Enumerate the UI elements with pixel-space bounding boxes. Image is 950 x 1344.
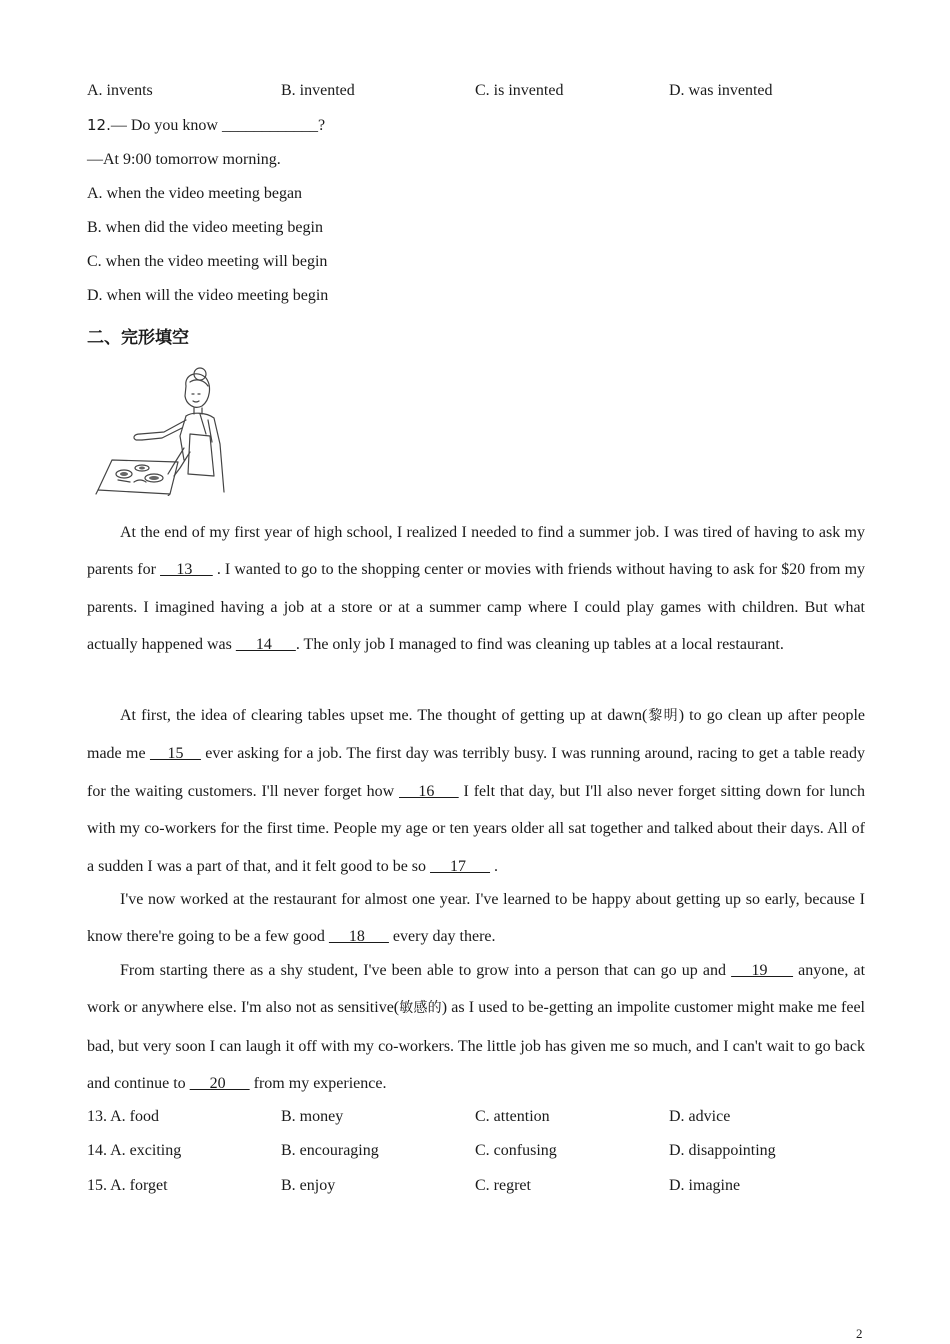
q15-option-d: D. imagine <box>669 1177 741 1194</box>
p2-gloss-dawn: 黎明 <box>647 708 679 724</box>
blank-16: 16 <box>399 782 459 800</box>
p2-text-3: ever asking for a job. The first day was terribly busy. I was running around, racing to get a table ready for the waiting customers. I'll never forget how <box>87 745 866 800</box>
q12-option-d: D. when will the video meeting begin <box>87 287 329 304</box>
p4-text-1: From starting there as a shy student, I've been able to grow into a person that can go up and <box>120 962 732 979</box>
q12-stem-before: — Do you know <box>110 117 222 134</box>
q11-options <box>87 81 867 101</box>
p3-text-1: I've now worked at the restaurant for almost one year. I've learned to be happy about getting up so early, because I know there're going to be a few good <box>87 891 865 946</box>
q11-option-c: C. is invented <box>475 82 564 99</box>
q14-options <box>87 1141 867 1161</box>
blank-13: 13 <box>160 561 213 579</box>
q15-options <box>87 1176 867 1196</box>
p1-text-1: At the end of my first year of high school, I realized I needed to find a summer job. I was tired of having to ask my parents for <box>87 524 865 579</box>
blank-19: 19 <box>731 962 794 979</box>
p4-text-2: anyone, at work or anywhere else. I'm also not as sensitive( <box>87 962 866 1017</box>
q12-stem-blank: ____________ <box>221 117 318 134</box>
q15-option-b: B. enjoy <box>281 1177 336 1194</box>
p3-text-2: every day there. <box>388 928 496 946</box>
p1-text-2: . I wanted to go to the shopping center or movies with friends without having to ask for $20 from my parents. I imagined having a job at a store or at a summer camp where I could play games with children. But what actually happened was <box>87 561 866 654</box>
q12-answer-line: —At 9:00 tomorrow morning. <box>87 151 281 168</box>
p4-text-3: ) as I used to be-getting an impolite customer might make me feel bad, but very soon I can laugh it off with my co-workers. The little job has given me so much, and I can't wait to go back and continue to <box>87 999 865 1093</box>
q14-option-c: C. confusing <box>475 1142 557 1159</box>
blank-18: 18 <box>328 928 389 946</box>
passage-paragraph-3 <box>87 881 865 956</box>
q12-stem-after: ? <box>317 117 326 134</box>
blank-15: 15 <box>149 745 201 763</box>
q14-option-b: B. encouraging <box>281 1142 379 1159</box>
q13-option-b: B. money <box>281 1108 344 1125</box>
p2-text-2: ) to go clean up after people made me <box>87 707 866 763</box>
blank-14: 14 <box>235 636 296 654</box>
blank-17: 17 <box>430 857 491 875</box>
p4-gloss-sensitive: 敏感的 <box>399 1000 442 1017</box>
q12-number: 12. <box>87 116 111 134</box>
q13-options <box>87 1107 867 1127</box>
q15-option-a: 15. A. forget <box>87 1177 168 1194</box>
q11-option-a: A. invents <box>87 82 153 99</box>
passage-paragraph-2 <box>87 697 865 885</box>
p2-text-5: . <box>490 857 499 875</box>
q13-option-c: C. attention <box>475 1108 550 1125</box>
p1-text-3: . The only job I managed to find was cleaning up tables at a local restaurant. <box>295 636 784 654</box>
q13-option-d: D. advice <box>669 1108 731 1125</box>
passage-paragraph-4 <box>87 952 865 1103</box>
section-title: 二、完形填空 <box>87 328 189 348</box>
q14-option-d: D. disappointing <box>669 1142 776 1159</box>
p2-text-4: I felt that day, but I'll also never forget sitting down for lunch with my co-workers for the first time. People my age or ten years older all sat together and talked about their days. All of a sudden I was a part of that, and it felt good to be so <box>87 782 866 875</box>
p4-text-4: from my experience. <box>249 1075 387 1093</box>
blank-20: 20 <box>189 1075 250 1093</box>
passage-paragraph-1 <box>87 514 865 664</box>
girl-clearing-table-illustration <box>94 364 230 496</box>
q11-option-d: D. was invented <box>669 82 773 99</box>
q14-option-a: 14. A. exciting <box>87 1142 182 1159</box>
q12-stem <box>87 115 325 136</box>
q12-option-c: C. when the video meeting will begin <box>87 253 328 270</box>
q11-option-b: B. invented <box>281 82 355 99</box>
q12-option-a: A. when the video meeting began <box>87 185 303 202</box>
page-number: 2 <box>856 1326 863 1341</box>
q12-option-b: B. when did the video meeting begin <box>87 219 323 236</box>
q15-option-c: C. regret <box>475 1177 531 1194</box>
p2-text-1: At first, the idea of clearing tables upset me. The thought of getting up at dawn( <box>120 707 648 724</box>
q13-option-a: 13. A. food <box>87 1108 159 1125</box>
